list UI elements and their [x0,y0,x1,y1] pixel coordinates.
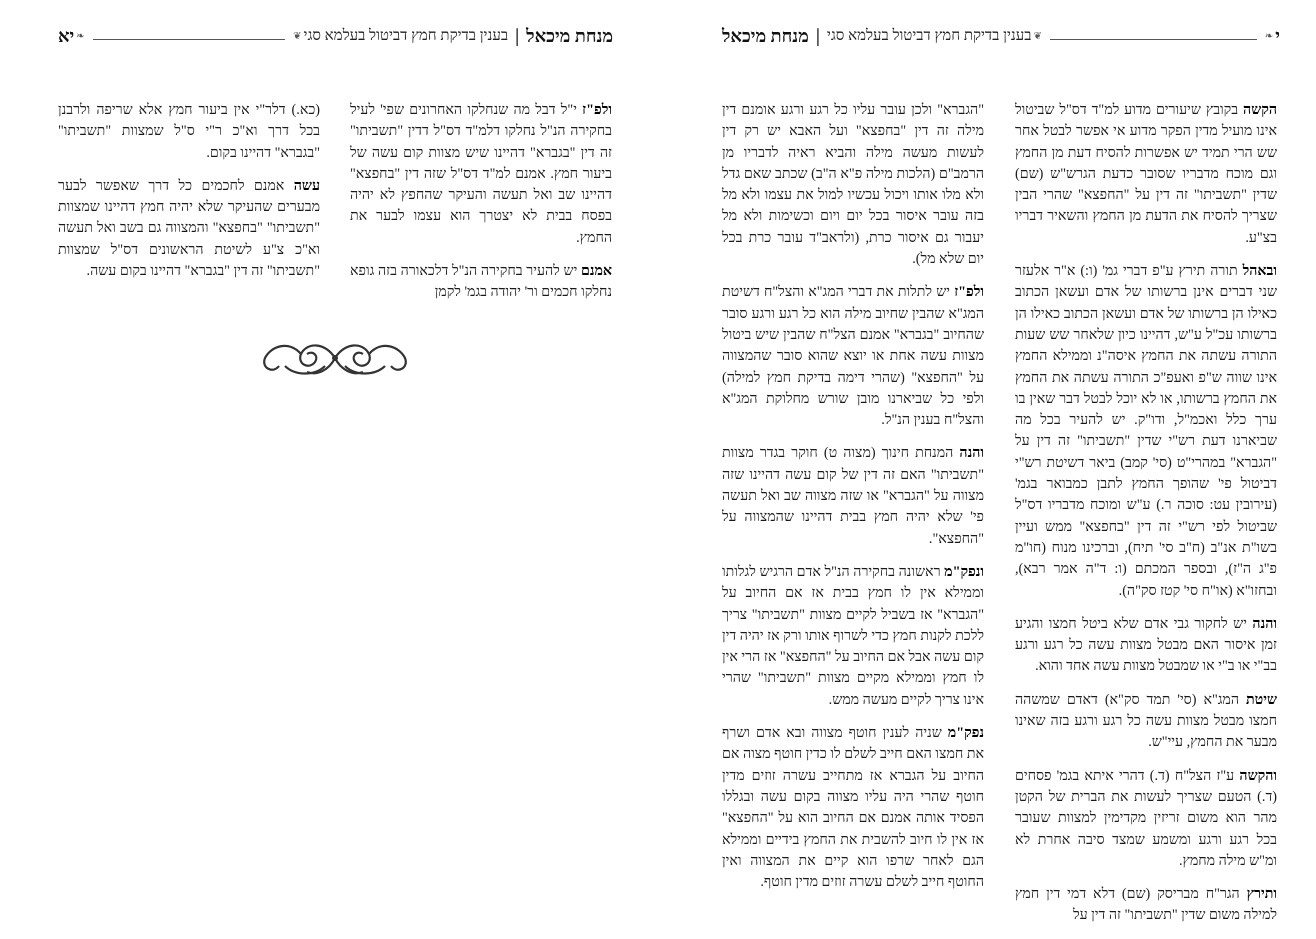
left-page-column-right [350,100,612,316]
paragraph-text: תורה תירץ ע"פ דברי גמ' (ו:) א"ר אלעזר שני דברים אינן ברשותו של אדם ועשאן הכתוב כאילו הן ברשותו של אדם ועשאן הכתוב כאילו הן ברשותו עכ"ל ע"ש, דהיינו כיון שלאחר שש שעות התורה עשתה את החמץ איסה"נ וממילא החמץ אינו שווה ש"פ ואעפ"כ התורה עשתה את החמץ את החמץ ברשותו, או לא יוכל לבטל דבר שאין בו ערך כלל ואכמ"ל, ודו"ק. יש להעיר בכל מה שביארנו דעת רש"י שדין "תשביתו" זה דין על "הגברא" במהרי"ט (סי' קמב) ביאר דשיטת רש"י דביטול פי' שהופך החמץ לתבן כמבואר בגמ' (עירובין עט: סוכה ר.) ע"ש ומוכח מדבריו דס"ל שביטול לפי רש"י זה דין "בחפצא" ממש ועיין בשו"ת אנ"ב (ח"ב סי' תיח), וברכינו מנוח (חו"מ פ"ג ה"ז), ובספר המכתם (ו: ד"ה אמר רבא), ובחזו"א (או"ח סי' קטז סק"ה). [1015,263,1277,599]
paragraph-text: (כא.) דלר"י אין ביעור חמץ אלא שריפה ולרבנן בכל דרך וא"כ ר"י ס"ל שמצוות "תשביתו" "בגברא" דהיינו בקום. [58,102,320,161]
ornament-divider-icon [255,336,415,380]
paragraph [722,282,984,431]
section-title: בענין בדיקת חמץ דביטול בעלמא סגי [303,27,509,44]
paragraph-text: יש להעיר בחקירה הנ"ל דלכאורה בזה גופא נחלקו חכמים ור' יהודה בגמ' לקמן [350,263,612,301]
right-page [660,0,1316,924]
paragraph-text: ראשונה בחקירה הנ"ל אדם הרגיש לגלותו וממילא אין לו חמץ בבית אז אם החיוב על "הגברא" אז בשביל לקיים מצוות "תשביתו" צריך ללכת לקנות חמץ כדי לשרוף אותו ורק אז יהיה דין קום עשה אבל אם החיוב על "החפצא" אז הרי אין לו חמץ וממילא מקיים מצוות "תשביתו" שהרי אינו צריך לקיים מעשה ממש. [722,563,984,708]
page-number: י [1275,25,1280,46]
paragraph [1015,690,1277,754]
paragraph-text: ע"ז הצל"ח (ד.) דהרי איתא בגמ' פסחים (ד.) הטעם שצריך לעשות את הברית של הקטן מהר הוא משום זריזין מקדימין למצוות שעובר בכל רגע ורגע ומשמע שמצד סיבה אחרת לא ומ"ש מילה מחמץ. [1015,767,1277,869]
lead-word: ונפק"מ [944,563,985,580]
paragraph [1015,614,1277,678]
lead-word: נפק"מ [947,725,985,742]
paragraph [1015,884,1277,927]
right-page-column-left [722,100,984,905]
lead-word: אמנם [581,263,613,280]
paragraph [1015,261,1277,602]
paragraph-text: שניה לענין חוטף מצווה ובא אדם ושרף את חמצו האם חייב לשלם לו כדין חוטף מצוה אם החיוב על הגברא אז מתחייב עשרה זוזים מדין חוטף שהרי היה עליו מצווה בקום עשה ובגללו הפסיד אותה אמנם אם החיוב הוא על "החפצא" אז אין לו חיוב להשבית את החמץ בידיים וממילא הגם לאחר שרפו הוא קיים את המצווה ואין החוטף חייב לשלם עשרה זוזים מדין חוטף. [722,725,984,891]
right-page-header [722,22,1280,50]
paragraph-text: בקובץ שיעורים מדוע למ"ד דס"ל שביטול אינו מועיל מדין הפקר מדוע אי אפשר לבטל אחר שש הרי תמיד יש אפשרות להסיח דעת מן החמץ וגם מוכח מדבריו שסובר כדעת הגרש"ש (שם) שדין "תשביתו" זה דין על "החפצא" שהרי הבין שצריך להסיח את הדעת מן החמץ והשאיר דבריו בצ"ע. [1015,102,1277,246]
left-page [0,0,660,910]
paragraph [350,100,612,249]
paragraph-text: י"ל דבל מה שנחלקו האחרונים שפי' לעיל בחקירה הנ"ל נחלקו דלמ"ד דס"ל דדין "תשביתו" זה דין "בגברא" דהיינו שיש מצוות קום עשה של ביעור חמץ. אמנם למ"ד דס"ל שזה דין "בחפצא" דהיינו שב ואל תעשה והעיקר שהחפץ לא יהיה בפסח בבית לא יצטרך הוא עצמו לבער את החמץ. [350,102,612,246]
lead-word: עשה [293,177,321,194]
flourish-icon: ❦ [1033,30,1042,42]
paragraph-text: אמנם לחכמים כל דרך שאפשר לבער מבערים שהעיקר שלא יהיה חמץ דהיינו שמצוות "תשביתו" "בחפצא" והמצווה גם בשב ואל תעשה וא"כ צ"ע לשיטת הראשונים דס"ל שמצוות "תשביתו" זה דין "בגברא" דהיינו בקום עשה. [58,177,320,280]
book-title: מנחת מיכאל [526,25,613,46]
lead-word: הקשה [1243,102,1278,118]
paragraph [350,261,612,304]
paragraph-text: הגר"ח מבריסק (שם) דלא דמי דין חמץ למילה משום שדין "תשביתו" זה דין על [1015,886,1277,924]
page-number: יא [58,25,75,46]
section-title: בענין בדיקת חמץ דביטול בעלמא סגי [826,27,1032,44]
paragraph [722,562,984,711]
paragraph-text: "הגברא" ולכן עובר עליו כל רגע ורגע אומנם דין מילה זה דין "בחפצא" ועל האבא יש רק דין לעשות מעשה מילה והביא ראיה לדבריו מן הרמב"ם (הלכות מילה פ"א ה"ב) שכתב שאם גדל ולא מלו אותו ויכול עכשיו למול את עצמו ולא מל בזה עובר איסור בכל יום ויום וכשימות ולא מל יעבור גם איסור כרת, (ולראב"ד עובר כרת בכל יום שלא מל). [722,102,984,268]
left-page-column-left [58,100,320,294]
paragraph [1015,100,1277,249]
left-page-header [58,22,613,50]
flourish-icon: ❧ [76,30,85,42]
lead-word: ולפ"ז [582,102,612,118]
header-rule [93,39,285,40]
header-separator: | [814,25,821,47]
flourish-icon: ❦ [293,30,302,42]
header-separator: | [514,25,521,47]
flourish-icon: ❧ [1264,30,1274,42]
lead-word: והנה [1252,615,1277,632]
paragraph [58,176,320,282]
paragraph [722,443,984,549]
paragraph [722,100,984,270]
lead-word: שיטת [1246,691,1278,708]
paragraph [58,100,320,164]
paragraph-text: יש לתלות את דברי המג"א והצל"ח דשיטת המג"א שהבין שחיוב מילה הוא כל רגע ורגע סובר שהחיוב "בגברא" אמנם הצל"ח שהבין שיש ביטול מצוות עשה אחת או יוצא שהוא סובר שהמצווה על "החפצא" (שהרי דימה בדיקת חמץ למילה) ולפי כל שביארנו מובן שורש מחלוקת המג"א והצל"ח בענין הנ"ל. [722,284,984,429]
paragraph [722,723,984,893]
paragraph-text: המג"א (סי' תמד סק"א) דאדם שמשהה חמצו מבטל מצוות עשה כל רגע ורגע בזה שאינו מבער את החמץ, עיי"ש. [1015,691,1277,751]
lead-word: ולפ"ז [954,284,985,301]
book-title: מנחת מיכאל [722,25,809,46]
lead-word: והנה [959,445,984,462]
lead-word: ובאהל [1242,263,1277,280]
right-page-column-right [1015,100,1277,939]
paragraph-text: המנחת חינוך (מצוה ט) חוקר בגדר מצוות "תשביתו" האם זה דין של קום עשה דהיינו שזה מצווה על "הגברא" או שזה מצווה שב ואל תעשה פי' שלא יהיה חמץ בבית דהיינו שהמצווה על "החפצא". [722,445,984,547]
paragraph [1015,766,1277,872]
header-rule [1050,39,1257,40]
lead-word: והקשה [1239,767,1278,784]
lead-word: ותירץ [1246,886,1278,903]
paragraph-text: יש לחקור גבי אדם שלא ביטל חמצו והגיע זמן איסור האם מבטל מצוות עשה כל רגע ורגע בב"י או ב"י או שמבטל מצוות עשה אחד והוא. [1015,615,1277,675]
